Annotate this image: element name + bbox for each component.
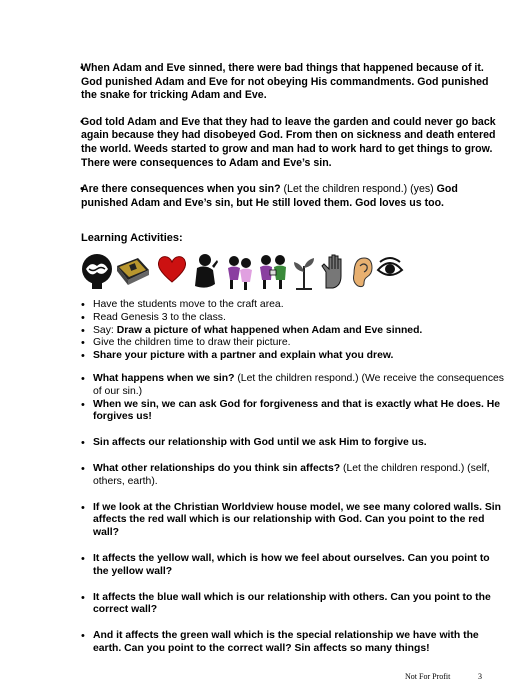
bullet-bold-text: When Adam and Eve sinned, there were bad things that happened because of it. God punished Adam and Eve for not obeying His commandments. God punished the snake for tricking Adam and Eve. xyxy=(81,62,489,102)
intro-bullet xyxy=(81,183,503,210)
children-icon xyxy=(224,252,256,292)
activity-bold-text: Share your picture with a partner and explain what you drew. xyxy=(93,350,394,362)
activity-text: Give the children time to draw their picture. xyxy=(93,337,291,349)
sprout-icon xyxy=(290,252,318,292)
learning-styles-icon-strip xyxy=(80,252,400,292)
hand-icon xyxy=(318,252,348,292)
activity-item xyxy=(81,373,505,399)
activity-bold-text: Sin affects our relationship with God until we ask Him to forgive us. xyxy=(93,437,427,449)
activity-item xyxy=(81,337,505,350)
activity-text: (Let the children respond.) (self, others, earth). xyxy=(93,462,490,487)
eye-icon xyxy=(376,252,404,284)
bullet-normal-text: (Let the children respond.) (yes) xyxy=(280,183,437,196)
ear-icon xyxy=(350,252,374,292)
activity-bold-text: When we sin, we can ask God for forgiveness and that is exactly what He does. He forgives us! xyxy=(93,398,501,423)
activity-item xyxy=(81,325,505,338)
activity-item xyxy=(81,592,505,618)
activity-bold-text: It affects the blue wall which is our relationship with others. Can you point to the correct wall? xyxy=(93,591,491,616)
activity-text: Read Genesis 3 to the class. xyxy=(93,311,226,323)
activity-item xyxy=(81,502,505,540)
activity-bold-text: Draw a picture of what happened when Adam and Eve sinned. xyxy=(116,324,423,336)
intro-bullet xyxy=(81,116,503,170)
intro-bullet xyxy=(81,62,503,103)
activity-item xyxy=(81,553,505,579)
activity-bold-text: If we look at the Christian Worldview house model, we see many colored walls. Sin affects the red wall which is our relationship with God. Can you point to the red wall? xyxy=(93,501,502,539)
activities-bullet-list xyxy=(81,299,505,656)
activity-prefix: Say: xyxy=(93,324,117,336)
activity-bold-text: What happens when we sin? xyxy=(93,372,235,384)
page-number: 3 xyxy=(478,672,482,681)
brain-icon xyxy=(80,252,114,290)
activity-item xyxy=(81,350,505,363)
bullet-bold-text: God punished Adam and Eve’s sin, but He still loved them. God loves us too. xyxy=(81,183,458,209)
activity-text: Have the students move to the craft area. xyxy=(93,299,284,310)
section-heading: Learning Activities: xyxy=(81,232,183,244)
activity-item xyxy=(81,299,505,312)
activity-bold-text: What other relationships do you think sin affects? xyxy=(93,462,341,474)
sharing-children-icon xyxy=(256,252,290,292)
bullet-bold-text: Are there consequences when you sin? xyxy=(81,183,281,196)
bible-icon xyxy=(114,252,152,290)
praying-figure-icon xyxy=(190,252,222,292)
activity-item xyxy=(81,312,505,325)
bullet-bold-text: God told Adam and Eve that they had to leave the garden and could never go back again because they had disobeyed God. From then on sickness and death entered the world. Weeds started to grow and man had to work hard to get things to grow. There were consequences to Adam and Eve’s sin. xyxy=(81,115,496,169)
activity-text: (Let the children respond.) (We receive the consequences of our sin.) xyxy=(93,372,504,397)
activity-item xyxy=(81,463,505,489)
activity-bold-text: It affects the yellow wall, which is how we feel about ourselves. Can you point to the yellow wall? xyxy=(93,552,490,577)
activity-item xyxy=(81,437,505,450)
activity-item xyxy=(81,630,505,656)
activity-item xyxy=(81,399,505,425)
heart-icon xyxy=(156,252,188,286)
activity-bold-text: And it affects the green wall which is the special relationship we have with the earth. Can you point to the correct wall? Sin affects so many things! xyxy=(93,630,479,654)
footer-text: Not For Profit xyxy=(405,672,451,681)
intro-bullet-list xyxy=(81,62,503,223)
